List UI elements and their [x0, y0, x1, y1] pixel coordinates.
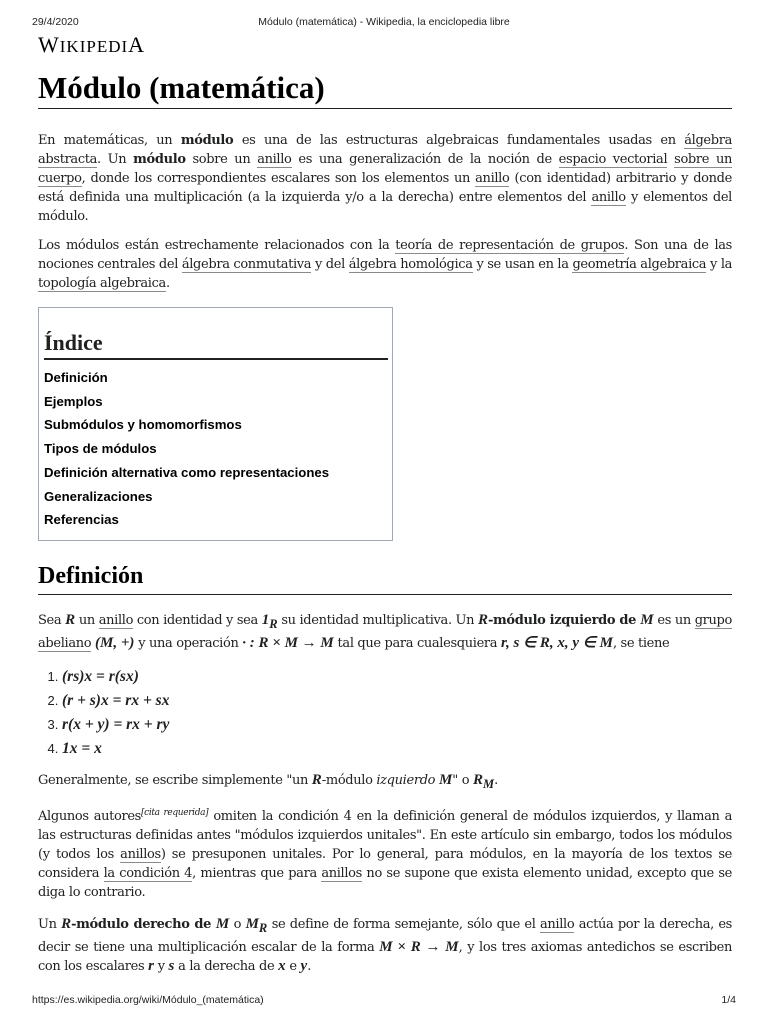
- math-m: M: [438, 771, 453, 788]
- math-r: R: [311, 771, 322, 788]
- toc-item-referencias[interactable]: Referencias: [44, 512, 119, 528]
- math-m: M: [640, 611, 654, 628]
- intro-paragraph-1: En matemáticas, un módulo es una de las estructuras algebraicas fundamentales usadas en álgebra abstracta. Un módulo sobre un anillo es una generalización de la noción de espacio vectorial sobre un cuerpo, donde los correspondientes escalares son los elementos un anillo (con identidad) arbitrario y donde está definida una multiplicación (a la izquierda y/o a la derecha) entre elementos del anillo y elementos del módulo.: [38, 133, 732, 224]
- link-grupo-abeliano[interactable]: grupo abeliano: [38, 612, 732, 651]
- math-r-m: $R_M$: [472, 771, 495, 791]
- math-r: R: [61, 915, 72, 932]
- link-algebra-abstracta[interactable]: álgebra abstracta: [38, 133, 732, 167]
- bold-term-modulo: módulo: [180, 133, 234, 148]
- right-module-paragraph: Un R-módulo derecho de M o $M_R$ se define de forma semejante, sólo que el anillo actúa por la derecha, es decir se tiene una multiplicación escalar de la forma M × R → M, y los tres axiomas antedichos se escriben con los escalares r y s a la derecha de x e y.: [38, 915, 733, 974]
- toc-item-definicion-alternativa[interactable]: Definición alternativa como representaciones: [44, 464, 330, 480]
- link-anillo[interactable]: anillo: [475, 171, 510, 186]
- page-title: Módulo (matemática): [38, 66, 732, 109]
- toc-item-tipos[interactable]: Tipos de módulos: [44, 441, 157, 457]
- definition-paragraph: Sea R un anillo con identidad y sea $1_R$ su identidad multiplicativa. Un R-módulo izquierdo de M es un grupo abeliano (M, +) y una operación · : R × M → M tal que para cualesquiera r, s ∈ R, x, y ∈ M, se tiene: [38, 611, 732, 651]
- link-topologia-algebraica[interactable]: topología algebraica: [38, 276, 166, 291]
- logo-letters: IKIPEDI: [59, 37, 129, 56]
- wikipedia-logo[interactable]: [38, 32, 145, 58]
- link-anillo[interactable]: anillo: [591, 190, 626, 205]
- notation-paragraph: Generalmente, se escribe simplemente "un R-módulo izquierdo M" o $R_M$.: [38, 771, 498, 791]
- math-right-operation: M × R → M: [379, 938, 459, 955]
- toc-list: [44, 366, 388, 532]
- link-anillos[interactable]: anillos: [321, 865, 362, 881]
- axiom-item: 4. 1x = x: [62, 737, 732, 761]
- axiom-item: 1. (rs)x = r(sx): [62, 665, 732, 689]
- authors-paragraph: Algunos autores[cita requerida] omiten la condición 4 en la definición general de módulos izquierdos, y llaman a las estructuras definidas antes "módulos izquierdos unitales". En este artículo sin embargo, todos los módulos (y todos los anillos) se presuponen unitales. Por lo general, para módulos, en la mayoría de los textos se considera la condición 4, mientras que para anillos no se supone que exista elemento unidad, excepto que se diga lo contrario.: [38, 807, 733, 900]
- math-s-scalar: s: [168, 957, 175, 974]
- logo-letter-w: W: [38, 32, 60, 57]
- axiom-item: 3. r(x + y) = rx + ry: [62, 713, 732, 737]
- bold-term-modulo: módulo: [133, 152, 186, 167]
- math-operation: · : R × M → M: [242, 634, 334, 651]
- italic-izquierdo: izquierdo: [376, 772, 436, 788]
- math-r: R: [65, 611, 76, 628]
- toc-item-generalizaciones[interactable]: Generalizaciones: [44, 488, 153, 504]
- print-url: https://es.wikipedia.org/wiki/Módulo_(matemática): [32, 994, 264, 1006]
- link-geometria-algebraica[interactable]: geometría algebraica: [572, 257, 707, 272]
- logo-letter-a: A: [128, 32, 146, 57]
- math-quantifiers: r, s ∈ R, x, y ∈ M: [500, 634, 613, 651]
- toc-item-definicion[interactable]: Definición: [44, 370, 108, 385]
- math-x: x: [278, 957, 286, 974]
- link-anillos[interactable]: anillos: [120, 846, 161, 862]
- section-heading-definicion: Definición: [38, 563, 732, 595]
- link-sobre-un-cuerpo[interactable]: sobre un cuerpo: [38, 152, 732, 186]
- link-algebra-conmutativa[interactable]: álgebra conmutativa: [181, 257, 312, 272]
- table-of-contents: [38, 307, 393, 541]
- article-content: [38, 66, 732, 976]
- link-anillo[interactable]: anillo: [257, 152, 292, 167]
- math-m-r: $M_R$: [245, 915, 268, 935]
- link-algebra-homologica[interactable]: álgebra homológica: [348, 257, 473, 272]
- link-anillo[interactable]: anillo: [98, 612, 134, 628]
- print-page-number: 1/4: [721, 994, 736, 1006]
- toc-item-submodulos[interactable]: Submódulos y homomorfismos: [44, 417, 242, 433]
- print-page-title: Módulo (matemática) - Wikipedia, la enciclopedia libre: [258, 16, 510, 28]
- math-r-scalar: r: [148, 957, 154, 974]
- math-r: R: [477, 611, 488, 628]
- link-teoria-representacion-grupos[interactable]: teoría de representación de grupos: [395, 238, 625, 253]
- math-group: (M, +): [95, 634, 135, 651]
- print-date: 29/4/2020: [32, 16, 79, 28]
- link-la-condicion-4[interactable]: la condición 4: [103, 865, 193, 881]
- link-espacio-vectorial[interactable]: espacio vectorial: [558, 152, 668, 167]
- citation-needed[interactable]: [cita requerida]: [141, 807, 209, 818]
- math-m: M: [215, 915, 230, 932]
- toc-item-ejemplos[interactable]: Ejemplos: [44, 393, 103, 409]
- intro-paragraph-2: Los módulos están estrechamente relacionados con la teoría de representación de grupos. Son una de las nociones centrales del álgebra conmutativa y del álgebra homológica y se usan en la geometría algebraica y la topología algebraica.: [38, 238, 733, 291]
- axiom-item: 2. (r + s)x = rx + sx: [62, 689, 732, 713]
- toc-heading: Índice: [44, 330, 388, 360]
- axiom-list: [38, 665, 732, 761]
- math-one-r: $1_R$: [261, 611, 278, 631]
- math-y: y: [300, 957, 308, 974]
- link-anillo[interactable]: anillo: [540, 916, 575, 932]
